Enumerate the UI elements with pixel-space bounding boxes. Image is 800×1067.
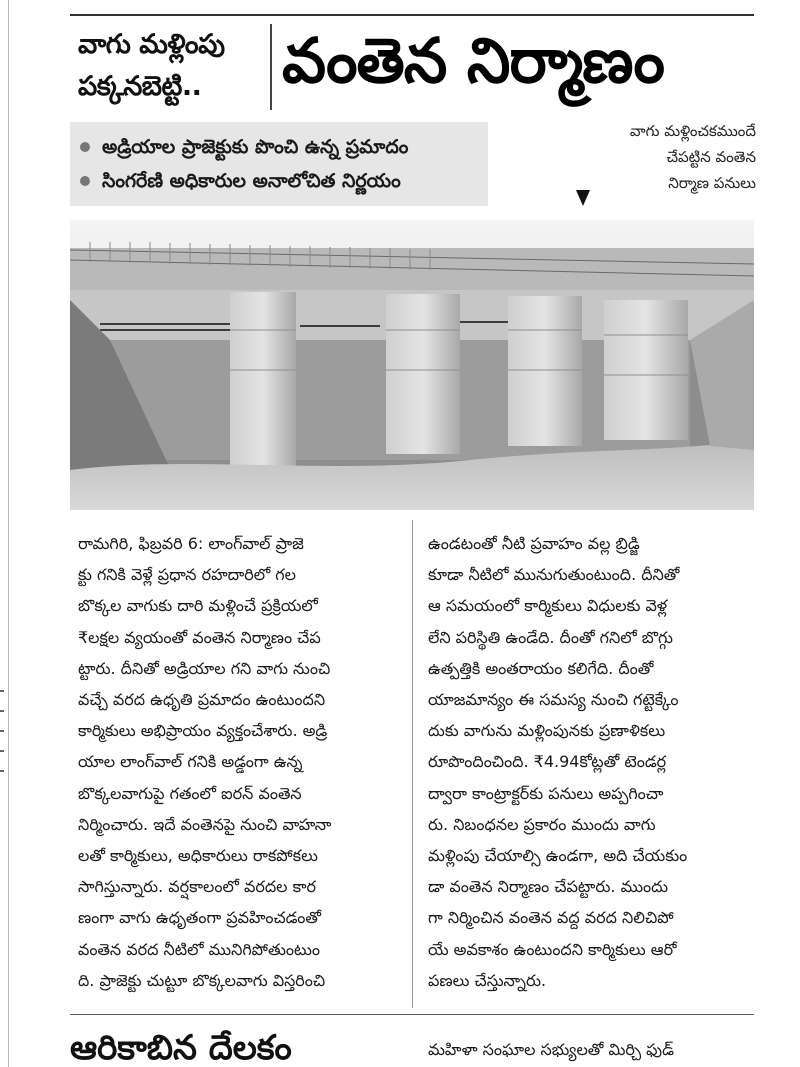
article-line: లేని పరిస్థితి ఉండేది. దీంతో గనిలో బొగ్గు — [428, 627, 673, 647]
article-line: సాగిస్తున్నారు. వర్షకాలంలో వరదల కార — [78, 877, 316, 897]
article-line: వచ్చే వరద ఉధృతి ప్రమాదం ఉంటుందని — [78, 690, 326, 710]
article-column-right — [428, 528, 754, 996]
article-line: ద్వారా కాంట్రాక్టర్‌కు పనులు అప్పగించా — [428, 783, 664, 803]
article-line: పణలు చేస్తున్నారు. — [428, 970, 547, 990]
arrow-down-icon — [576, 190, 590, 206]
article-line: ఉత్పత్తికి అంతరాయం కలిగేది. దీంతో — [428, 658, 654, 678]
article-line: ఉండటంతో నీటి ప్రవాహం వల్ల బ్రిడ్జి — [428, 534, 640, 553]
article-line: మళ్లింపు చేయాల్సి ఉండగా, అది చేయకుం — [428, 846, 688, 866]
bullet-text: సింగరేణి అధికారుల అనాలోచిత నిర్ణయం — [102, 170, 401, 192]
bullet-item — [80, 130, 480, 164]
main-headline: వంతెన నిర్మాణం — [282, 24, 664, 97]
article-line: నిర్మించారు. ఇదే వంతెనపై నుంచి వాహనా — [78, 814, 332, 834]
news-photo-bridge-construction — [70, 220, 754, 510]
bullet-dot-icon — [80, 176, 90, 186]
column-divider — [412, 520, 413, 1008]
article-line: యే అవకాశం ఉంటుందని కార్మికులు ఆరో — [428, 939, 677, 959]
article-column-left — [78, 528, 396, 996]
article-line: గా నిర్మించిన వంతెన వద్ద వరద నిలిచిపో — [428, 908, 674, 928]
article-line: వంతెన వరద నీటిలో మునిగిపోతుంటుం — [78, 939, 321, 959]
caption-line-1: వాగు మళ్లించకముందే — [629, 122, 756, 140]
caption-line-2: చేపట్టిన వంతెన — [666, 148, 756, 166]
article-line: బొక్కల వాగుకు దారి మళ్లించే ప్రక్రియలో — [78, 596, 318, 616]
next-article-text: మహిళా సంఘాల సభ్యులతో మిర్చి ఫుడ్ — [428, 1040, 674, 1059]
article-line: ణంగా వాగు ఉధృతంగా ప్రవహించడంతో — [78, 908, 321, 928]
article-line: ₹లక్షల వ్యయంతో వంతెన నిర్మాణం చేప — [78, 627, 321, 647]
bullet-dot-icon — [80, 142, 90, 152]
article-line: రు. నిబంధనల ప్రకారం ముందు వాగు — [428, 814, 656, 834]
caption-line-3: నిర్మాణ పనులు — [668, 174, 756, 192]
article-line: ట్టారు. దీనితో అడ్రియాల గని వాగు నుంచి — [78, 658, 331, 678]
article-line: ఆ సమయంలో కార్మికులు విధులకు వెళ్ల — [428, 596, 668, 616]
article-line: డా వంతెన నిర్మాణం చేపట్టారు. ముందు — [428, 877, 668, 897]
kicker-line-2: పక్కనబెట్టి.. — [78, 71, 202, 102]
kicker-line-1: వాగు మళ్లింపు — [78, 29, 225, 60]
article-line: కూడా నీటిలో మునుగుతుంటుంది. దీనితో — [428, 565, 680, 585]
article-line: యాజమాన్యం ఈ సమస్య నుంచి గట్టెక్కేం — [428, 690, 679, 710]
article-line: రామగిరి, ఫిబ్రవరి 6: లాంగ్‌వాల్ ప్రాజె — [78, 534, 304, 553]
article-line: బొక్కలవాగుపై గతంలో ఐరన్ వంతెన — [78, 783, 302, 803]
next-article-headline: ఆరికాబిన దేలకం — [70, 1028, 292, 1067]
bullet-item — [80, 164, 480, 198]
headline-kicker — [78, 24, 266, 108]
article-line: ది. ప్రాజెక్టు చుట్టూ బొక్కలవాగు విస్తరించి — [78, 970, 326, 990]
headline-divider — [270, 24, 272, 110]
bullet-box — [70, 122, 488, 206]
photo-caption — [560, 118, 756, 196]
article-line: దుకు వాగును మళ్లింపునకు ప్రణాళికలు — [428, 721, 666, 741]
article-line: లతో కార్మికులు, అధికారులు రాకపోకలు — [78, 846, 318, 866]
article-line: కార్మికులు అభిప్రాయం వ్యక్తంచేశారు. అడ్రి — [78, 721, 328, 741]
page-left-rule — [8, 0, 9, 1067]
bullet-text: అడ్రియాల ప్రాజెక్టుకు పొంచి ఉన్న ప్రమాదం — [102, 136, 409, 158]
article-line: యాల లాంగ్‌వాల్ గనికి అడ్డంగా ఉన్న — [78, 752, 303, 772]
article-line: రూపొందించింది. ₹4.94కోట్లతో టెండర్ల — [428, 752, 667, 772]
margin-ticks — [0, 690, 6, 800]
article-line: క్టు గనికి వెళ్లే ప్రధాన రహదారిలో గల — [78, 565, 296, 585]
bottom-rule — [70, 1014, 754, 1015]
